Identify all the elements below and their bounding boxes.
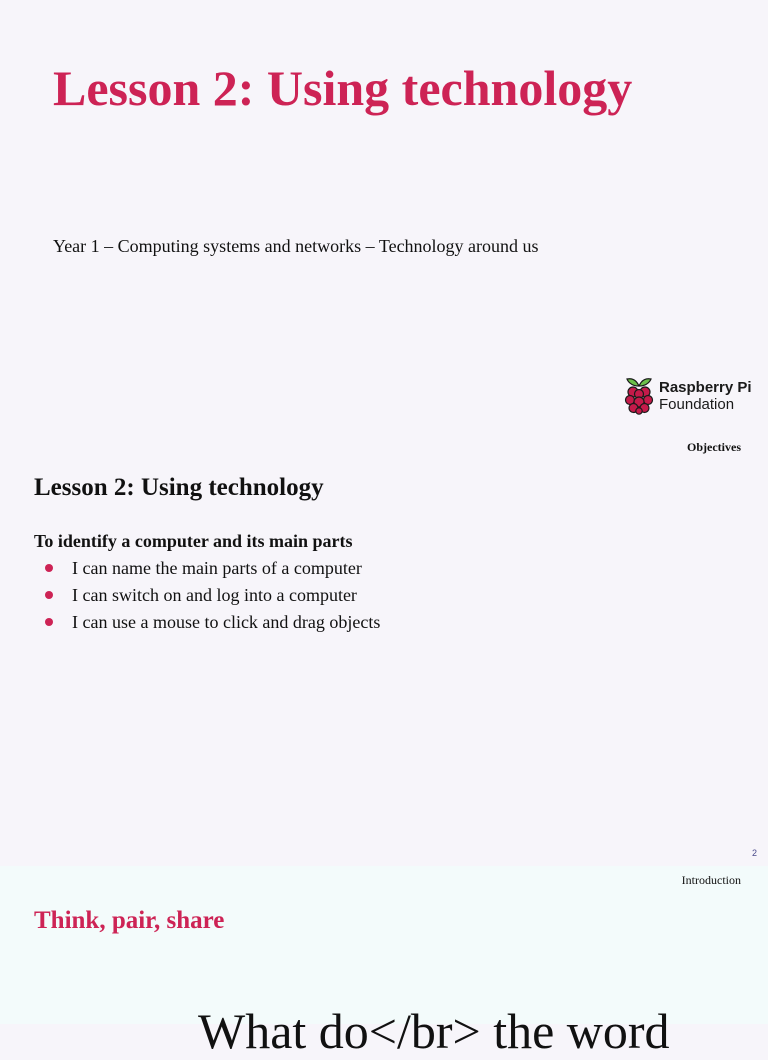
title-slide: [0, 0, 768, 432]
raspberry-icon: [624, 377, 654, 415]
unit-subtitle: Year 1 – Computing systems and networks – Technology around us: [53, 236, 539, 256]
list-item: [42, 583, 380, 610]
bullet-text: I can use a mouse to click and drag objects: [72, 612, 381, 632]
logo-line-2: Foundation: [659, 396, 735, 413]
section-label: Introduction: [681, 873, 741, 887]
bullet-icon: [45, 618, 53, 626]
objectives-list: [42, 556, 380, 637]
page-number: 2: [751, 848, 757, 858]
slide-heading: Think, pair, share: [34, 907, 225, 934]
bullet-text: I can switch on and log into a computer: [72, 585, 357, 605]
bullet-icon: [45, 591, 53, 599]
objectives-slide: [0, 432, 768, 866]
bullet-text: I can name the main parts of a computer: [72, 558, 362, 578]
bullet-icon: [45, 564, 53, 572]
introduction-slide: [0, 866, 768, 1059]
list-item: [42, 556, 380, 583]
raspberry-pi-foundation-logo: [624, 376, 764, 416]
logo-wordmark: [659, 379, 752, 413]
lesson-title: Lesson 2: Using technology: [53, 60, 633, 116]
objective-title: To identify a computer and its main parts: [34, 531, 353, 551]
section-label: Objectives: [687, 440, 741, 454]
logo-line-1: Raspberry Pi: [659, 379, 752, 396]
slide-heading: Lesson 2: Using technology: [34, 474, 324, 501]
list-item: [42, 610, 380, 637]
discussion-question: What do</br> the word: [198, 1003, 670, 1059]
